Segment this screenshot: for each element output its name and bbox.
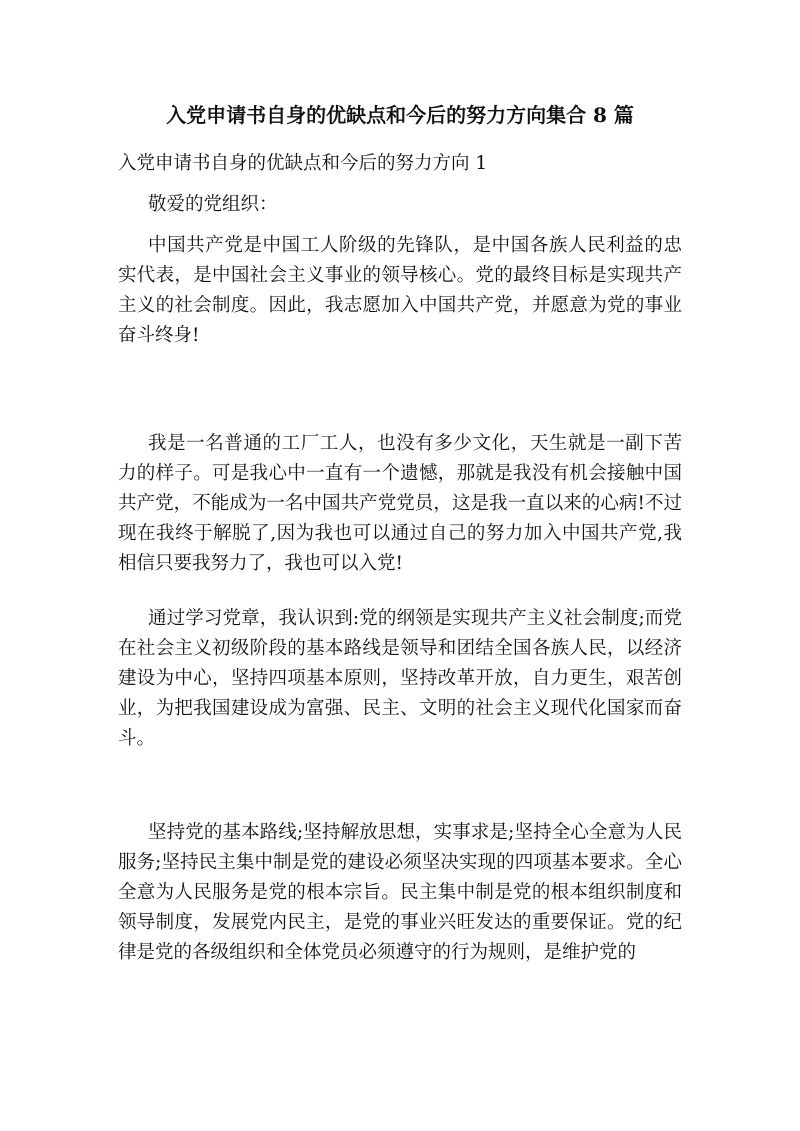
document-subtitle: 入党申请书自身的优缺点和今后的努力方向 1 — [118, 153, 488, 174]
paragraph: 中国共产党是中国工人阶级的先锋队，是中国各族人民利益的忠实代表，是中国社会主义事业的领导核心。党的最终目标是实现共产主义的社会制度。因此，我志愿加入中国共产党，并愿意为党的事业奋斗终身! — [118, 235, 682, 346]
salutation: 敬爱的党组织： — [148, 194, 278, 215]
paragraph: 坚持党的基本路线;坚持解放思想，实事求是;坚持全心全意为人民服务;坚持民主集中制是党的建设必须坚决实现的四项基本要求。全心全意为人民服务是党的根本宗旨。民主集中制是党的根本组织制度和领导制度，发展党内民主，是党的事业兴旺发达的重要保证。党的纪律是党的各级组织和全体党员必须遵守的行为规则，是维护党的 — [118, 822, 682, 963]
paragraph: 通过学习党章，我认识到:党的纲领是实现共产主义社会制度;而党在社会主义初级阶段的基本路线是领导和团结全国各族人民，以经济建设为中心，坚持四项基本原则，坚持改革开放，自力更生，艰苦创业，为把我国建设成为富强、民主、文明的社会主义现代化国家而奋斗。 — [118, 608, 682, 749]
document-title: 入党申请书自身的优缺点和今后的努力方向集合 8 篇 — [166, 103, 634, 127]
paragraph: 我是一名普通的工厂工人，也没有多少文化，天生就是一副下苦力的样子。可是我心中一直有一个遗憾，那就是我没有机会接触中国共产党，不能成为一名中国共产党党员，这是我一直以来的心病!不过现在我终于解脱了,因为我也可以通过自己的努力加入中国共产党,我相信只要我努力了，我也可以入党! — [118, 433, 682, 574]
